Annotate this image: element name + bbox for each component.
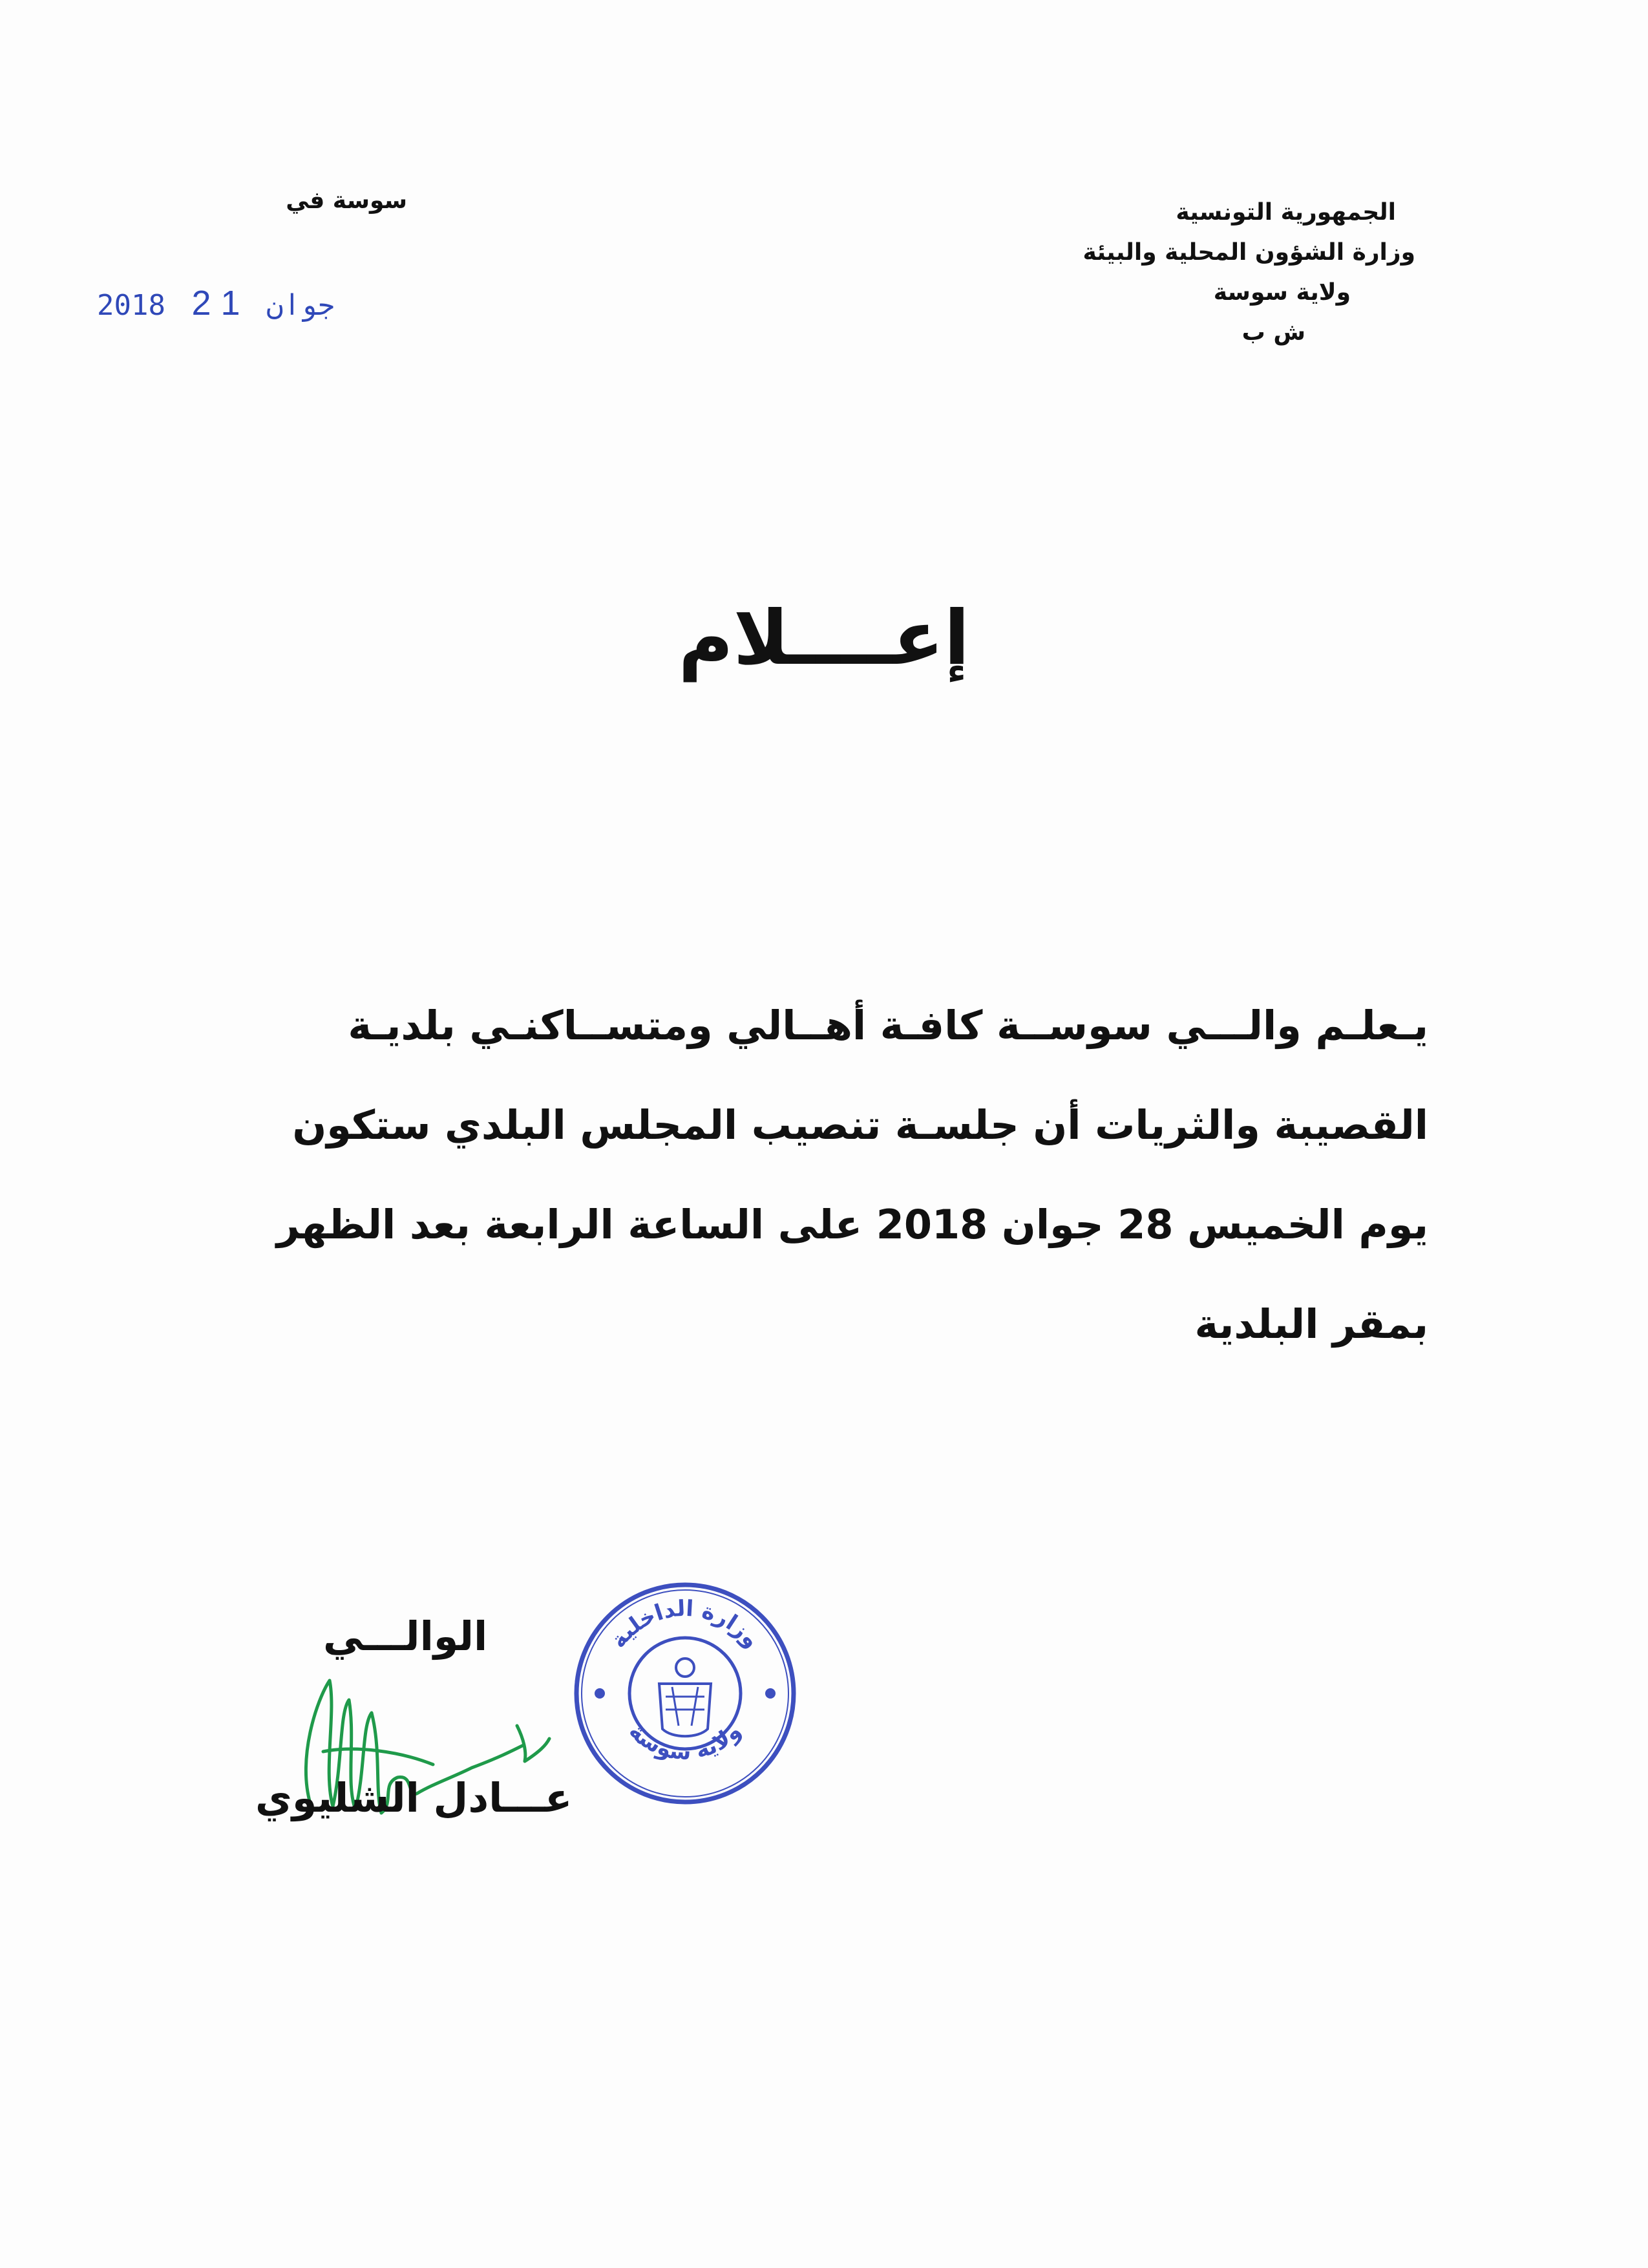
- republic-line: الجمهورية التونسية: [1176, 199, 1396, 226]
- seal-text-top: وزارة الداخلية: [605, 1595, 765, 1653]
- seal-text-bottom: ولاية سوسة: [624, 1718, 746, 1766]
- reference-line: ش ب: [1241, 319, 1305, 346]
- svg-text:وزارة الداخلية: [606, 1596, 765, 1653]
- seal-dot-left: [595, 1688, 605, 1699]
- date-stamp-month: جوان: [266, 289, 335, 322]
- place-label: سوسة في: [286, 187, 407, 214]
- body-line-2: القصيبة والثريات أن جلسـة تنصيب المجلس البلدي ستكون: [292, 1101, 1428, 1149]
- governor-title: الوالـــي: [323, 1613, 488, 1660]
- body-line-1: يـعلـم والـــي سوســة كافـة أهــالي ومتســاكنـي بلديـة: [348, 1002, 1428, 1049]
- date-stamp: [97, 283, 335, 328]
- date-stamp-year: 2018: [97, 289, 165, 322]
- governorate-line: ولاية سوسة: [1213, 279, 1351, 306]
- date-stamp-day: 1 2: [191, 284, 240, 323]
- official-seal: [569, 1577, 801, 1810]
- announcement-body: [155, 976, 1428, 1374]
- body-line-3: يوم الخميس 28 جوان 2018 على الساعة الرابعة بعد الظهر: [276, 1201, 1428, 1248]
- letterhead: [905, 193, 1415, 353]
- body-line-4: بمقر البلدية: [1194, 1300, 1428, 1348]
- svg-text:ولاية سوسة: [624, 1719, 746, 1766]
- announcement-title: إعــــلام: [678, 595, 970, 682]
- ministry-line: وزارة الشؤون المحلية والبيئة: [1083, 239, 1415, 266]
- seal-dot-right: [765, 1688, 776, 1699]
- governor-name: عـــادل الشليوي: [255, 1774, 573, 1821]
